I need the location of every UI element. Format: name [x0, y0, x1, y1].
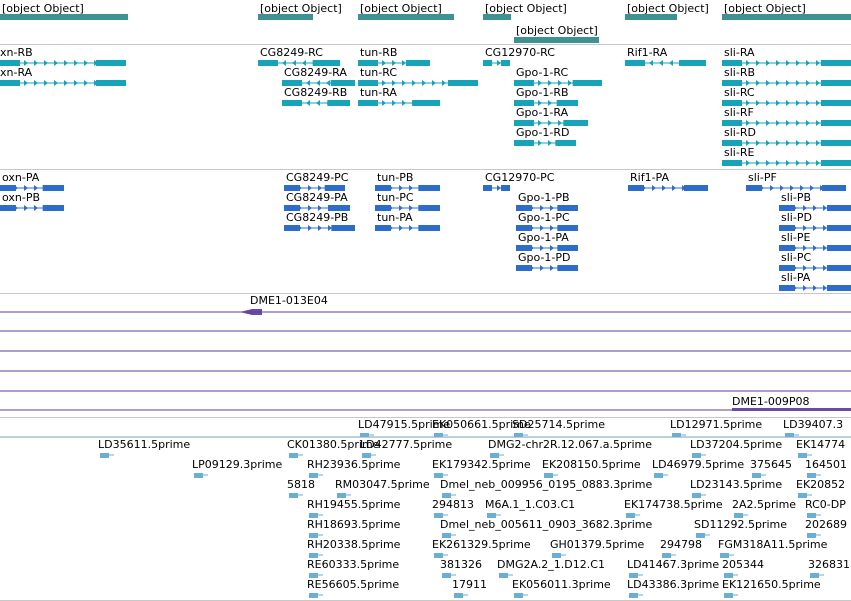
- transcript-label[interactable]: Rif1-RA: [627, 46, 668, 59]
- gene-label[interactable]: [object Object]: [2, 2, 84, 15]
- transcript-glyph-strand-arrow: [442, 80, 446, 86]
- transcript-glyph-strand-arrow: [786, 60, 790, 66]
- est-glyph[interactable]: [514, 593, 523, 598]
- est-label[interactable]: LD41467.3prime: [627, 558, 720, 571]
- transcript-glyph-strand-arrow: [412, 80, 416, 86]
- est-label[interactable]: EK14774: [796, 438, 846, 451]
- transcript-label[interactable]: sli-RC: [724, 86, 755, 99]
- transcript-glyph-strand-arrow: [316, 100, 320, 106]
- transcript-glyph-strand-arrow: [806, 60, 810, 66]
- est-label[interactable]: LD23143.5prime: [690, 478, 783, 491]
- transcript-glyph-strand-arrow: [402, 60, 406, 66]
- transcript-glyph-strand-arrow: [497, 60, 501, 66]
- est-label[interactable]: RH19455.5prime: [307, 498, 401, 511]
- transcript-glyph-strand-arrow: [432, 80, 436, 86]
- protein-label[interactable]: CG12970-PC: [485, 171, 555, 184]
- transcript-glyph-strand-arrow: [34, 60, 38, 66]
- protein-glyph-strand-arrow: [823, 245, 827, 251]
- est-glyph[interactable]: [442, 573, 451, 578]
- est-glyph[interactable]: [654, 473, 663, 478]
- est-glyph[interactable]: [454, 593, 463, 598]
- protein-glyph-strand-arrow: [308, 225, 312, 231]
- transcript-glyph-strand-arrow: [54, 80, 58, 86]
- transcript-glyph-strand-arrow: [806, 140, 810, 146]
- protein-glyph-exon[interactable]: [827, 265, 851, 271]
- track-separator: [0, 293, 851, 294]
- transcript-glyph-strand-arrow: [402, 80, 406, 86]
- transcript-glyph-strand-arrow: [24, 80, 28, 86]
- protein-label[interactable]: Gpo-1-PB: [518, 191, 570, 204]
- transcript-label[interactable]: CG12970-RC: [485, 46, 555, 59]
- protein-glyph-strand-arrow: [399, 225, 403, 231]
- est-label[interactable]: LP09129.3prime: [192, 458, 283, 471]
- transcript-glyph-exon[interactable]: [96, 60, 126, 66]
- transcript-glyph-strand-arrow: [422, 80, 426, 86]
- transcript-glyph-strand-arrow: [84, 60, 88, 66]
- protein-label[interactable]: CG8249-PB: [286, 211, 349, 224]
- protein-glyph-strand-arrow: [34, 205, 38, 211]
- est-glyph[interactable]: [499, 573, 508, 578]
- protein-glyph-strand-arrow: [540, 265, 544, 271]
- transcript-label[interactable]: tun-RB: [360, 46, 398, 59]
- transcript-glyph-strand-arrow: [776, 60, 780, 66]
- protein-label[interactable]: sli-PF: [748, 171, 777, 184]
- transcript-glyph-strand-arrow: [816, 80, 820, 86]
- est-label[interactable]: SD11292.5prime: [694, 518, 787, 531]
- transcript-glyph-strand-arrow: [766, 100, 770, 106]
- gene-label[interactable]: [object Object]: [485, 2, 567, 15]
- transcript-glyph-strand-arrow: [766, 120, 770, 126]
- transcript-glyph-strand-arrow: [766, 140, 770, 146]
- protein-glyph-strand-arrow: [823, 225, 827, 231]
- gene-label[interactable]: [object Object]: [724, 2, 806, 15]
- transcript-glyph-strand-arrow: [74, 60, 78, 66]
- transcript-label[interactable]: Gpo-1-RB: [516, 86, 569, 99]
- est-label[interactable]: EK261329.5prime: [432, 538, 531, 551]
- est-label[interactable]: DMG2A.2_1.D12.C1: [497, 558, 605, 571]
- protein-label[interactable]: sli-PD: [781, 211, 812, 224]
- gene-label[interactable]: [object Object]: [627, 2, 709, 15]
- protein-label[interactable]: sli-PA: [781, 271, 811, 284]
- transcript-glyph-strand-arrow: [796, 80, 800, 86]
- est-label[interactable]: RH18693.5prime: [307, 518, 401, 531]
- est-label[interactable]: DMG2-chr2R.12.067.a.5prime: [488, 438, 653, 451]
- protein-glyph-strand-arrow: [813, 285, 817, 291]
- transcript-glyph-exon[interactable]: [406, 60, 430, 66]
- est-label[interactable]: LD43386.3prime: [627, 578, 720, 591]
- est-label[interactable]: EK121650.5prime: [722, 578, 821, 591]
- transcript-glyph-strand-arrow: [568, 80, 572, 86]
- protein-glyph-strand-arrow: [24, 205, 28, 211]
- transcript-glyph-strand-arrow: [74, 80, 78, 86]
- transcript-glyph-strand-arrow: [776, 160, 780, 166]
- est-label[interactable]: LD35611.5prime: [98, 438, 191, 451]
- est-label[interactable]: FGM318A11.5prime: [718, 538, 828, 551]
- est-label[interactable]: 5818: [287, 478, 315, 491]
- transcript-glyph-exon[interactable]: [573, 80, 602, 86]
- protein-label[interactable]: CG8249-PA: [286, 191, 348, 204]
- track-separator: [0, 169, 851, 170]
- est-label[interactable]: 326831: [808, 558, 850, 571]
- est-label[interactable]: LD47915.5prime: [358, 418, 451, 431]
- bac-glyph[interactable]: [732, 408, 851, 411]
- est-label[interactable]: LD42777.5prime: [360, 438, 453, 451]
- transcript-glyph-strand-arrow: [756, 140, 760, 146]
- transcript-label[interactable]: tun-RA: [360, 86, 397, 99]
- protein-glyph-exon[interactable]: [827, 245, 851, 251]
- protein-glyph-strand-arrow: [823, 265, 827, 271]
- est-glyph[interactable]: [289, 453, 298, 458]
- est-label[interactable]: RM03047.5prime: [335, 478, 430, 491]
- est-glyph[interactable]: [194, 473, 203, 478]
- est-label[interactable]: EK050661.5prime: [432, 418, 531, 431]
- protein-label[interactable]: Rif1-PA: [630, 171, 669, 184]
- protein-label[interactable]: tun-PA: [377, 211, 413, 224]
- transcript-glyph-strand-arrow: [786, 160, 790, 166]
- transcript-glyph-strand-arrow: [746, 160, 750, 166]
- transcript-glyph-strand-arrow: [806, 120, 810, 126]
- transcript-glyph-strand-arrow: [54, 60, 58, 66]
- bac-label[interactable]: DME1-009P08: [732, 395, 810, 408]
- transcript-glyph-strand-arrow: [766, 60, 770, 66]
- transcript-glyph-strand-arrow: [766, 160, 770, 166]
- transcript-glyph-strand-arrow: [776, 80, 780, 86]
- transcript-glyph-strand-arrow: [796, 120, 800, 126]
- est-label[interactable]: 205344: [722, 558, 764, 571]
- est-label[interactable]: 202689: [805, 518, 847, 531]
- transcript-glyph-strand-arrow: [796, 140, 800, 146]
- transcript-glyph-strand-arrow: [816, 100, 820, 106]
- transcript-glyph-strand-arrow: [382, 100, 386, 106]
- transcript-glyph-strand-arrow: [669, 60, 673, 66]
- est-glyph[interactable]: [309, 593, 318, 598]
- est-label[interactable]: 17911: [452, 578, 487, 591]
- est-label[interactable]: EK056011.3prime: [512, 578, 611, 591]
- est-label[interactable]: 381326: [440, 558, 482, 571]
- protein-label[interactable]: Gpo-1-PA: [518, 231, 569, 244]
- est-label[interactable]: 294813: [432, 498, 474, 511]
- est-label[interactable]: EK174738.5prime: [624, 498, 723, 511]
- transcript-label[interactable]: CG8249-RB: [284, 86, 348, 99]
- transcript-glyph-strand-arrow: [806, 160, 810, 166]
- transcript-glyph-strand-arrow: [306, 100, 310, 106]
- transcript-glyph-strand-arrow: [776, 120, 780, 126]
- transcript-glyph-strand-arrow: [806, 100, 810, 106]
- transcript-label[interactable]: CG8249-RA: [284, 66, 347, 79]
- protein-label[interactable]: tun-PC: [377, 191, 414, 204]
- est-label[interactable]: LD37204.5prime: [690, 438, 783, 451]
- transcript-glyph-strand-arrow: [806, 80, 810, 86]
- est-label[interactable]: RH20338.5prime: [307, 538, 401, 551]
- protein-glyph-strand-arrow: [672, 185, 676, 191]
- transcript-glyph-strand-arrow: [659, 60, 663, 66]
- est-label[interactable]: 294798: [660, 538, 702, 551]
- transcript-glyph-strand-arrow: [649, 60, 653, 66]
- transcript-glyph-strand-arrow: [796, 160, 800, 166]
- est-label[interactable]: RC0-DP: [805, 498, 846, 511]
- protein-glyph-strand-arrow: [823, 205, 827, 211]
- protein-glyph-exon[interactable]: [827, 205, 851, 211]
- protein-glyph-strand-arrow: [550, 265, 554, 271]
- est-label[interactable]: GH01379.5prime: [550, 538, 645, 551]
- transcript-glyph-strand-arrow: [756, 100, 760, 106]
- est-label[interactable]: EK179342.5prime: [432, 458, 531, 471]
- transcript-glyph-strand-arrow: [44, 60, 48, 66]
- est-label[interactable]: LD12971.5prime: [670, 418, 763, 431]
- est-label[interactable]: Dmel_neb_009956_0195_0883.3prime: [440, 478, 653, 491]
- est-label[interactable]: RH23936.5prime: [307, 458, 401, 471]
- est-label[interactable]: CK01380.5prime: [287, 438, 380, 451]
- protein-label[interactable]: sli-PB: [781, 191, 811, 204]
- protein-glyph-strand-arrow: [823, 285, 827, 291]
- track-separator: [0, 44, 851, 45]
- transcript-label[interactable]: sli-RE: [724, 146, 755, 159]
- transcript-glyph-exon[interactable]: [96, 80, 126, 86]
- protein-label[interactable]: oxn-PB: [2, 191, 41, 204]
- transcript-glyph-strand-arrow: [766, 80, 770, 86]
- transcript-glyph-strand-arrow: [816, 140, 820, 146]
- transcript-label[interactable]: tun-RC: [360, 66, 398, 79]
- protein-glyph-strand-arrow: [770, 185, 774, 191]
- transcript-glyph-strand-arrow: [816, 120, 820, 126]
- protein-glyph-strand-arrow: [497, 185, 501, 191]
- protein-glyph-strand-arrow: [409, 225, 413, 231]
- transcript-glyph-strand-arrow: [34, 80, 38, 86]
- gene-label[interactable]: [object Object]: [360, 2, 442, 15]
- protein-glyph-strand-arrow: [813, 225, 817, 231]
- transcript-label[interactable]: sli-RB: [724, 66, 756, 79]
- transcript-label[interactable]: sli-RF: [724, 106, 754, 119]
- transcript-label[interactable]: Gpo-1-RD: [516, 126, 570, 139]
- est-label[interactable]: LD39407.3: [783, 418, 844, 431]
- transcript-label[interactable]: xn-RB: [0, 46, 33, 59]
- est-label[interactable]: EK208150.5prime: [542, 458, 641, 471]
- protein-label[interactable]: tun-PB: [377, 171, 414, 184]
- transcript-glyph-strand-arrow: [776, 100, 780, 106]
- gene-label[interactable]: [object Object]: [516, 24, 598, 37]
- protein-glyph-strand-arrow: [803, 285, 807, 291]
- transcript-label[interactable]: sli-RA: [724, 46, 755, 59]
- transcript-glyph-exon[interactable]: [501, 60, 510, 66]
- transcript-glyph-strand-arrow: [786, 80, 790, 86]
- transcript-glyph-strand-arrow: [786, 140, 790, 146]
- est-label[interactable]: M6A.1_1.C03.C1: [485, 498, 576, 511]
- protein-label[interactable]: oxn-PA: [2, 171, 40, 184]
- transcript-label[interactable]: CG8249-RC: [260, 46, 323, 59]
- protein-glyph-strand-arrow: [813, 265, 817, 271]
- est-label[interactable]: RE60333.5prime: [307, 558, 400, 571]
- transcript-glyph-strand-arrow: [64, 60, 68, 66]
- est-label[interactable]: 164501: [805, 458, 847, 471]
- protein-glyph-strand-arrow: [318, 225, 322, 231]
- bac-label[interactable]: DME1-013E04: [250, 294, 328, 307]
- transcript-glyph-strand-arrow: [548, 140, 552, 146]
- protein-glyph-exon[interactable]: [827, 225, 851, 231]
- est-glyph[interactable]: [724, 593, 733, 598]
- est-label[interactable]: LD46979.5prime: [652, 458, 745, 471]
- transcript-label[interactable]: sli-RD: [724, 126, 756, 139]
- transcript-glyph-strand-arrow: [64, 80, 68, 86]
- transcript-glyph-strand-arrow: [816, 60, 820, 66]
- est-label[interactable]: SD25714.5prime: [512, 418, 605, 431]
- protein-label[interactable]: CG8249-PC: [286, 171, 349, 184]
- transcript-glyph-strand-arrow: [756, 80, 760, 86]
- transcript-label[interactable]: xn-RA: [0, 66, 33, 79]
- transcript-label[interactable]: Gpo-1-RC: [516, 66, 569, 79]
- gene-label[interactable]: [object Object]: [260, 2, 342, 15]
- gene-bar[interactable]: [514, 37, 599, 43]
- protein-label[interactable]: Gpo-1-PC: [518, 211, 570, 224]
- transcript-glyph-strand-arrow: [392, 100, 396, 106]
- transcript-glyph-strand-arrow: [816, 160, 820, 166]
- transcript-glyph-strand-arrow: [44, 80, 48, 86]
- est-label[interactable]: 375645: [750, 458, 792, 471]
- protein-label[interactable]: sli-PE: [781, 231, 811, 244]
- protein-label[interactable]: Gpo-1-PD: [518, 251, 571, 264]
- protein-glyph-strand-arrow: [652, 185, 656, 191]
- est-label[interactable]: RE56605.5prime: [307, 578, 400, 591]
- protein-label[interactable]: sli-PC: [781, 251, 812, 264]
- est-label[interactable]: Dmel_neb_005611_0903_3682.3prime: [440, 518, 653, 531]
- transcript-glyph-strand-arrow: [786, 120, 790, 126]
- transcript-glyph-strand-arrow: [786, 100, 790, 106]
- transcript-glyph-strand-arrow: [402, 100, 406, 106]
- transcript-glyph-strand-arrow: [776, 140, 780, 146]
- protein-glyph-exon[interactable]: [827, 285, 851, 291]
- transcript-glyph-strand-arrow: [796, 100, 800, 106]
- protein-glyph-strand-arrow: [813, 205, 817, 211]
- est-glyph[interactable]: [100, 453, 109, 458]
- est-label[interactable]: 2A2.5prime: [732, 498, 797, 511]
- transcript-glyph-strand-arrow: [756, 120, 760, 126]
- est-label[interactable]: EK20852: [796, 478, 846, 491]
- transcript-glyph-strand-arrow: [756, 160, 760, 166]
- transcript-glyph-strand-arrow: [756, 60, 760, 66]
- transcript-glyph-strand-arrow: [538, 140, 542, 146]
- transcript-glyph-strand-arrow: [796, 60, 800, 66]
- transcript-glyph-strand-arrow: [84, 80, 88, 86]
- est-glyph[interactable]: [629, 593, 638, 598]
- protein-glyph-exon[interactable]: [501, 185, 510, 191]
- transcript-label[interactable]: Gpo-1-RA: [516, 106, 569, 119]
- protein-glyph-strand-arrow: [662, 185, 666, 191]
- protein-glyph-strand-arrow: [813, 245, 817, 251]
- est-glyph[interactable]: [289, 493, 298, 498]
